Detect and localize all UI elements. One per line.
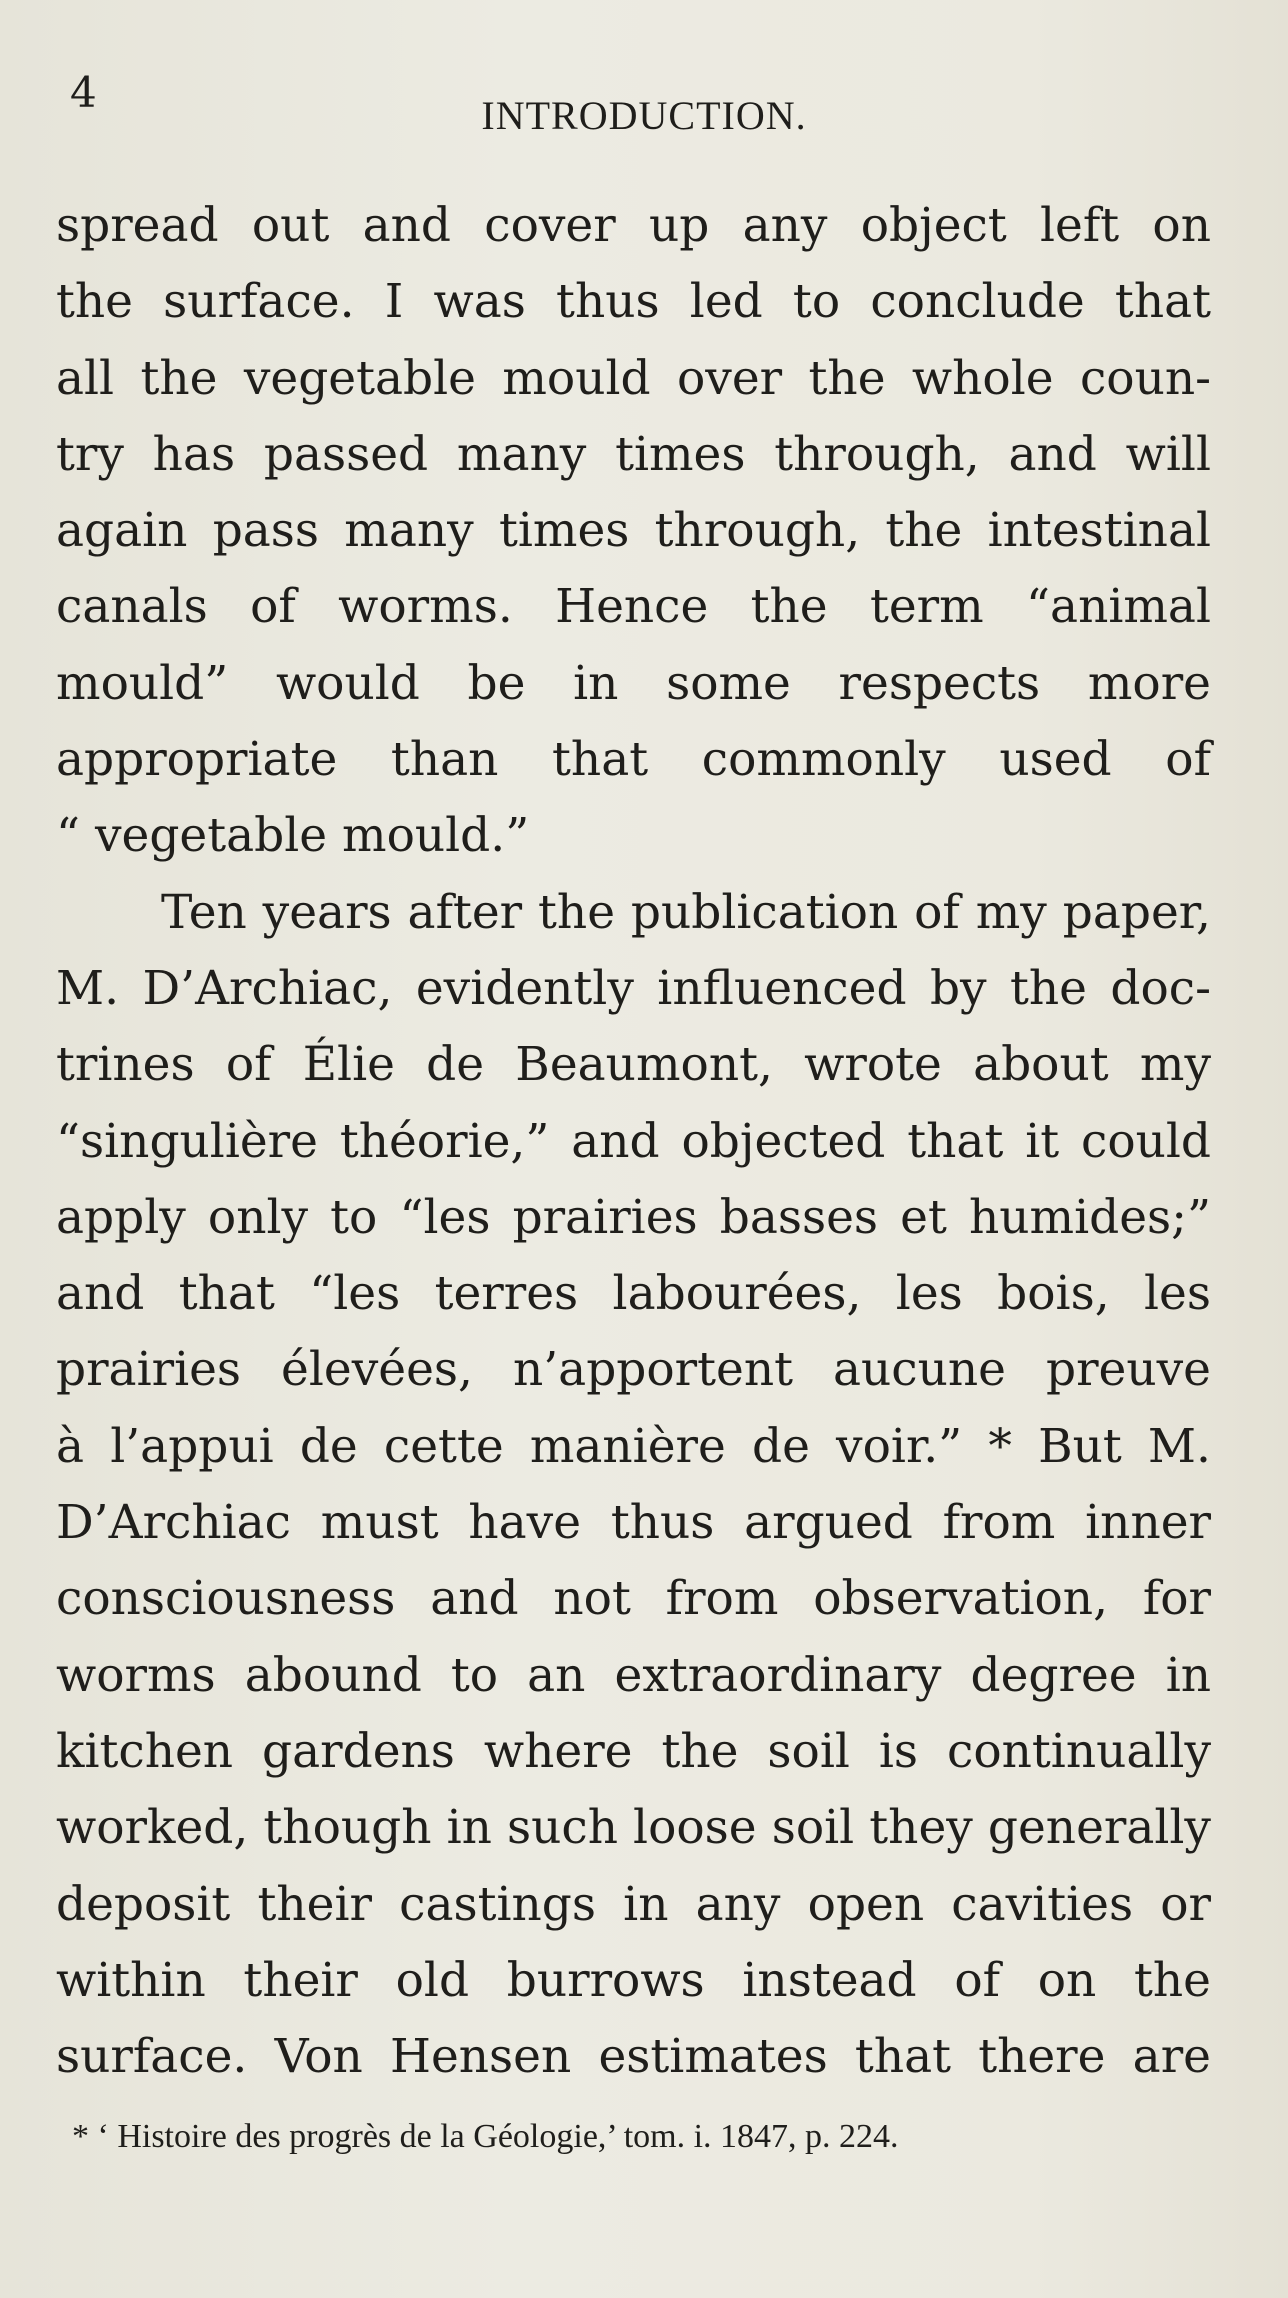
text-line: mould” would be in some respects more [56,655,1211,711]
text-line: try has passed many times through, and will [56,426,1211,482]
running-title: INTRODUCTION. [481,93,807,138]
text-line: canals of worms. Hence the term “animal [56,579,1211,635]
text-line: Ten years after the publication of my paper, [161,884,1211,940]
text-line: “singulière théorie,” and objected that it could [56,1113,1211,1169]
text-line: spread out and cover up any object left on [56,198,1211,253]
text-line: within their old burrows instead of on the [56,1952,1211,2008]
paragraph-2 [56,875,1211,2096]
text-line: worked, though in such loose soil they generally [56,1800,1211,1856]
text-line: again pass many times through, the intestinal [56,503,1211,559]
text-line: à l’appui de cette manière de voir.” * But M. [56,1418,1211,1474]
text-line: worms abound to an extraordinary degree in [56,1647,1211,1703]
text-line: surface. Von Hensen estimates that there are [56,2029,1211,2085]
page-number: 4 [70,68,97,117]
text-line: “ vegetable mould.” [56,808,530,864]
text-line: deposit their castings in any open cavities or [56,1876,1211,1932]
text-line: prairies élevées, n’apportent aucune preuve [56,1342,1211,1398]
text-line: M. D’Archiac, evidently influenced by the doc- [56,960,1211,1016]
text-line: kitchen gardens where the soil is continually [56,1723,1211,1779]
text-line: apply only to “les prairies basses et humides;” [56,1189,1211,1245]
paragraph-1 [56,188,1211,875]
footnote: * ‘ Histoire des progrès de la Géologie,’ tom. i. 1847, p. 224. [72,2118,899,2155]
text-line: the surface. I was thus led to conclude that [56,274,1211,330]
text-line: D’Archiac must have thus argued from inner [56,1495,1211,1551]
text-line: and that “les terres labourées, les bois, les [56,1266,1211,1322]
text-line: appropriate than that commonly used of [56,732,1211,788]
text-line: all the vegetable mould over the whole coun- [56,350,1211,406]
text-line: trines of Élie de Beaumont, wrote about my [56,1037,1211,1093]
text-line: consciousness and not from observation, for [56,1571,1211,1627]
body-text [56,188,1211,2095]
